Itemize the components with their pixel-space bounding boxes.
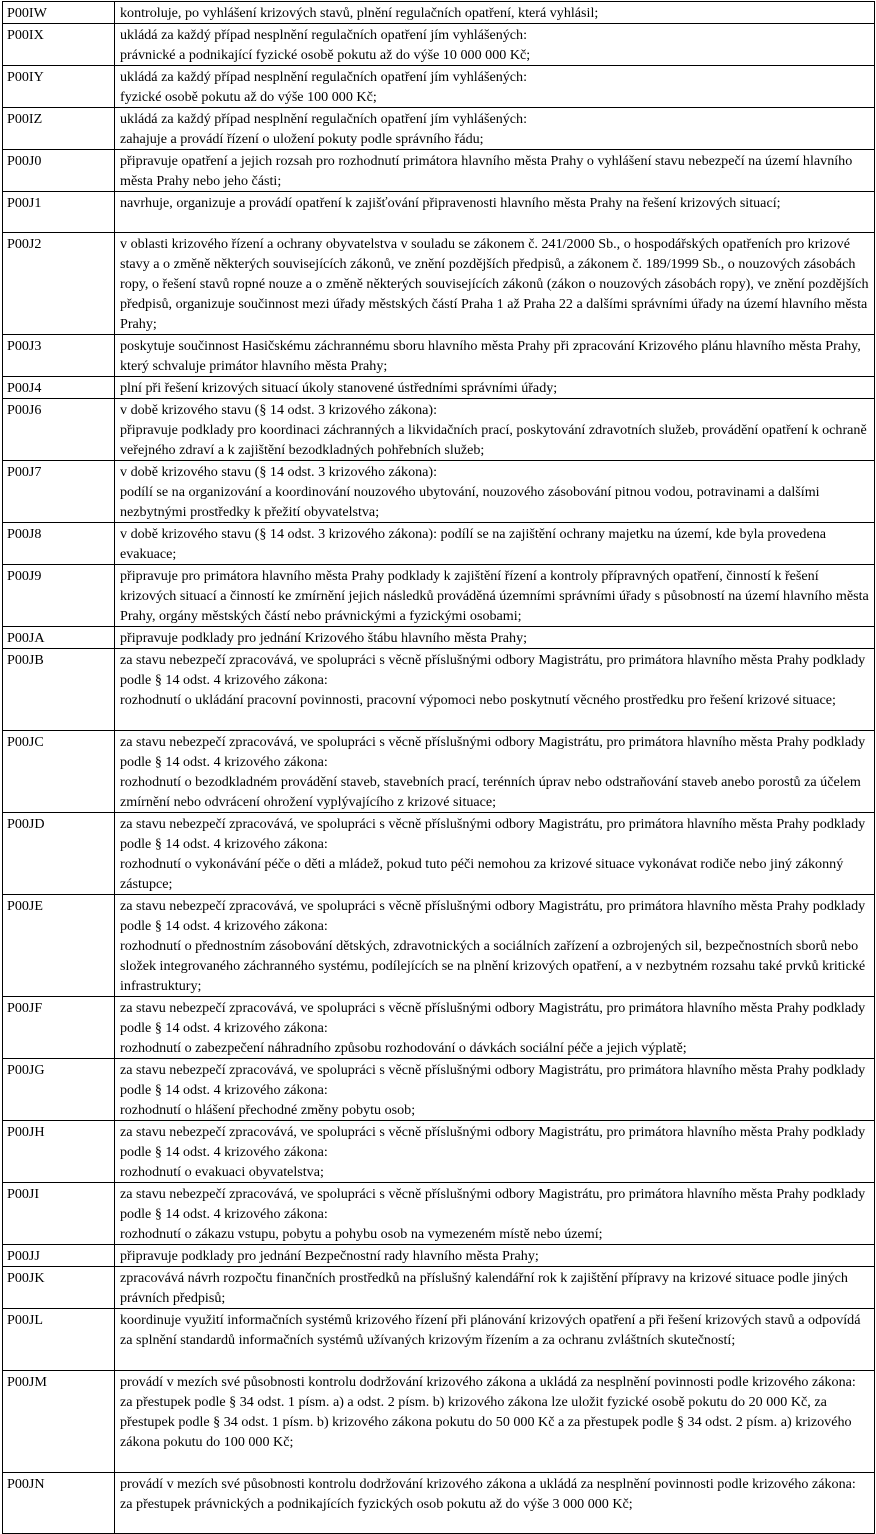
table-row: [3, 1059, 875, 1121]
table-row: [3, 233, 875, 335]
row-text: zpracovává návrh rozpočtu finančních prostředků na příslušný kalendářní rok k zajištění přípravy na krizové situace podle jiných právních předpisů;: [115, 1267, 875, 1309]
table-row: [3, 150, 875, 192]
row-code: P00JC: [3, 731, 115, 813]
row-code: P00JG: [3, 1059, 115, 1121]
row-text: za stavu nebezpečí zpracovává, ve spolupráci s věcně příslušnými odbory Magistrátu, pro primátora hlavního města Prahy podklady podle § 14 odst. 4 krizového zákona: rozhodnutí o přednostním zásobování dětských, zdravotnických a sociálních zařízení a ozbrojených sil, bezpečnostních sborů nebo složek integrovaného záchranného systému, podílejících se na plnění krizových opatření, a v nezbytném rozsahu také prvků kritické infrastruktury;: [115, 895, 875, 997]
table-row: [3, 66, 875, 108]
row-code: P00JH: [3, 1121, 115, 1183]
row-text: ukládá za každý případ nesplnění regulačních opatření jím vyhlášených: zahajuje a provádí řízení o uložení pokuty podle správního řádu;: [115, 108, 875, 150]
row-text: za stavu nebezpečí zpracovává, ve spolupráci s věcně příslušnými odbory Magistrátu, pro primátora hlavního města Prahy podklady podle § 14 odst. 4 krizového zákona: rozhodnutí o hlášení přechodné změny pobytu osob;: [115, 1059, 875, 1121]
table-row: [3, 731, 875, 813]
table-row: [3, 1473, 875, 1534]
table-row: [3, 1121, 875, 1183]
row-code: P00J0: [3, 150, 115, 192]
row-code: P00J7: [3, 461, 115, 523]
row-text: provádí v mezích své působnosti kontrolu dodržování krizového zákona a ukládá za nesplnění povinnosti podle krizového zákona: za přestupek podle § 34 odst. 1 písm. a) a odst. 2 písm. b) krizového zákona lze uložit fyzické osobě pokutu do 20 000 Kč, za přestupek podle § 34 odst. 1 písm. b) krizového zákona pokutu do 50 000 Kč a za přestupek podle § 34 odst. 2 písm. a) krizového zákona pokutu do 100 000 Kč;: [115, 1371, 875, 1473]
row-code: P00J9: [3, 565, 115, 627]
row-code: P00IW: [3, 2, 115, 24]
table-row: [3, 399, 875, 461]
row-code: P00JF: [3, 997, 115, 1059]
row-text: ukládá za každý případ nesplnění regulačních opatření jím vyhlášených: fyzické osobě pokutu až do výše 100 000 Kč;: [115, 66, 875, 108]
row-code: P00JD: [3, 813, 115, 895]
table-row: [3, 565, 875, 627]
row-code: P00JA: [3, 627, 115, 649]
table-row: [3, 1371, 875, 1473]
row-code: P00JN: [3, 1473, 115, 1534]
row-text: provádí v mezích své působnosti kontrolu dodržování krizového zákona a ukládá za nesplnění povinnosti podle krizového zákona: za přestupek právnických a podnikajících fyzických osob pokutu až do výše 3 000 000 Kč;: [115, 1473, 875, 1534]
row-text: připravuje podklady pro jednání Krizového štábu hlavního města Prahy;: [115, 627, 875, 649]
table-row: [3, 627, 875, 649]
row-code: P00JB: [3, 649, 115, 731]
table-row: [3, 1183, 875, 1245]
row-code: P00IZ: [3, 108, 115, 150]
row-text: za stavu nebezpečí zpracovává, ve spolupráci s věcně příslušnými odbory Magistrátu, pro primátora hlavního města Prahy podklady podle § 14 odst. 4 krizového zákona: rozhodnutí o bezodkladném provádění staveb, stavebních prací, terénních úprav nebo odstraňování staveb anebo porostů za účelem zmírnění nebo odvrácení ohrožení vyplývajícího z krizové situace;: [115, 731, 875, 813]
row-text: v době krizového stavu (§ 14 odst. 3 krizového zákona): podílí se na zajištění ochrany majetku na území, kde byla provedena evakuace;: [115, 523, 875, 565]
table-row: [3, 1309, 875, 1371]
table-row: [3, 24, 875, 66]
table-row: [3, 1267, 875, 1309]
table-row: [3, 192, 875, 233]
row-code: P00JM: [3, 1371, 115, 1473]
row-code: P00J4: [3, 377, 115, 399]
table-row: [3, 649, 875, 731]
row-code: P00JE: [3, 895, 115, 997]
row-text: ukládá za každý případ nesplnění regulačních opatření jím vyhlášených: právnické a podnikající fyzické osobě pokutu až do výše 10 000 000 Kč;: [115, 24, 875, 66]
table-row: [3, 1245, 875, 1267]
row-text: kontroluje, po vyhlášení krizových stavů, plnění regulačních opatření, která vyhlásil;: [115, 2, 875, 24]
table-row: [3, 895, 875, 997]
table-row: [3, 523, 875, 565]
row-text: za stavu nebezpečí zpracovává, ve spolupráci s věcně příslušnými odbory Magistrátu, pro primátora hlavního města Prahy podklady podle § 14 odst. 4 krizového zákona: rozhodnutí o zákazu vstupu, pobytu a pohybu osob na vymezeném místě nebo území;: [115, 1183, 875, 1245]
row-code: P00JJ: [3, 1245, 115, 1267]
table-row: [3, 108, 875, 150]
row-text: připravuje opatření a jejich rozsah pro rozhodnutí primátora hlavního města Prahy o vyhlášení stavu nebezpečí na území hlavního města Prahy nebo jeho části;: [115, 150, 875, 192]
row-text: připravuje podklady pro jednání Bezpečnostní rady hlavního města Prahy;: [115, 1245, 875, 1267]
row-code: P00JL: [3, 1309, 115, 1371]
row-code: P00J3: [3, 335, 115, 377]
row-text: koordinuje využití informačních systémů krizového řízení při plánování krizových opatření a při řešení krizových stavů a odpovídá za splnění standardů informačních systémů užívaných krizovým řízením a za ochranu zvláštních skutečností;: [115, 1309, 875, 1371]
row-code: P00IY: [3, 66, 115, 108]
row-text: plní při řešení krizových situací úkoly stanovené ústředními správními úřady;: [115, 377, 875, 399]
table-row: [3, 2, 875, 24]
table-row: [3, 377, 875, 399]
row-text: navrhuje, organizuje a provádí opatření k zajišťování připravenosti hlavního města Prahy na řešení krizových situací;: [115, 192, 875, 233]
table-row: [3, 461, 875, 523]
row-text: v době krizového stavu (§ 14 odst. 3 krizového zákona): připravuje podklady pro koordinaci záchranných a likvidačních prací, poskytování zdravotních služeb, provádění opatření k ochraně veřejného zdraví a k zajištění bezodkladných pohřebních služeb;: [115, 399, 875, 461]
row-code: P00J2: [3, 233, 115, 335]
row-text: poskytuje součinnost Hasičskému záchrannému sboru hlavního města Prahy při zpracování Krizového plánu hlavního města Prahy, který schvaluje primátor hlavního města Prahy;: [115, 335, 875, 377]
row-code: P00J6: [3, 399, 115, 461]
row-text: za stavu nebezpečí zpracovává, ve spolupráci s věcně příslušnými odbory Magistrátu, pro primátora hlavního města Prahy podklady podle § 14 odst. 4 krizového zákona: rozhodnutí o evakuaci obyvatelstva;: [115, 1121, 875, 1183]
table-row: [3, 335, 875, 377]
row-text: za stavu nebezpečí zpracovává, ve spolupráci s věcně příslušnými odbory Magistrátu, pro primátora hlavního města Prahy podklady podle § 14 odst. 4 krizového zákona: rozhodnutí o vykonávání péče o děti a mládež, pokud tuto péči nemohou za krizové situace vykonávat rodiče nebo jiný zákonný zástupce;: [115, 813, 875, 895]
table-row: [3, 813, 875, 895]
row-code: P00JK: [3, 1267, 115, 1309]
row-text: připravuje pro primátora hlavního města Prahy podklady k zajištění řízení a kontroly přípravných opatření, činností k řešení krizových situací a činností ke zmírnění jejich následků prováděná územními správními úřady s působností na území hlavního města Prahy, orgány městských částí nebo právnickými a fyzickými osobami;: [115, 565, 875, 627]
row-code: P00JI: [3, 1183, 115, 1245]
table-row: [3, 997, 875, 1059]
competency-table: [2, 1, 875, 1534]
row-code: P00IX: [3, 24, 115, 66]
row-text: za stavu nebezpečí zpracovává, ve spolupráci s věcně příslušnými odbory Magistrátu, pro primátora hlavního města Prahy podklady podle § 14 odst. 4 krizového zákona: rozhodnutí o zabezpečení náhradního způsobu rozhodování o dávkách sociální péče a jejich výplatě;: [115, 997, 875, 1059]
table-body: [3, 2, 875, 1534]
row-code: P00J8: [3, 523, 115, 565]
row-code: P00J1: [3, 192, 115, 233]
row-text: za stavu nebezpečí zpracovává, ve spolupráci s věcně příslušnými odbory Magistrátu, pro primátora hlavního města Prahy podklady podle § 14 odst. 4 krizového zákona: rozhodnutí o ukládání pracovní povinnosti, pracovní výpomoci nebo poskytnutí věcného prostředku pro řešení krizové situace;: [115, 649, 875, 731]
row-text: v době krizového stavu (§ 14 odst. 3 krizového zákona): podílí se na organizování a koordinování nouzového ubytování, nouzového zásobování pitnou vodou, potravinami a dalšími nezbytnými prostředky k přežití obyvatelstva;: [115, 461, 875, 523]
row-text: v oblasti krizového řízení a ochrany obyvatelstva v souladu se zákonem č. 241/2000 Sb., o hospodářských opatřeních pro krizové stavy a o změně některých souvisejících zákonů, ve znění pozdějších předpisů, a zákonem č. 189/1999 Sb., o nouzových zásobách ropy, o řešení stavů ropné nouze a o změně některých souvisejících zákonů (zákon o nouzových zásobách ropy), ve znění pozdějších předpisů, organizuje součinnost mezi úřady městských částí Praha 1 až Praha 22 a dalšími správními úřady na území hlavního města Prahy;: [115, 233, 875, 335]
